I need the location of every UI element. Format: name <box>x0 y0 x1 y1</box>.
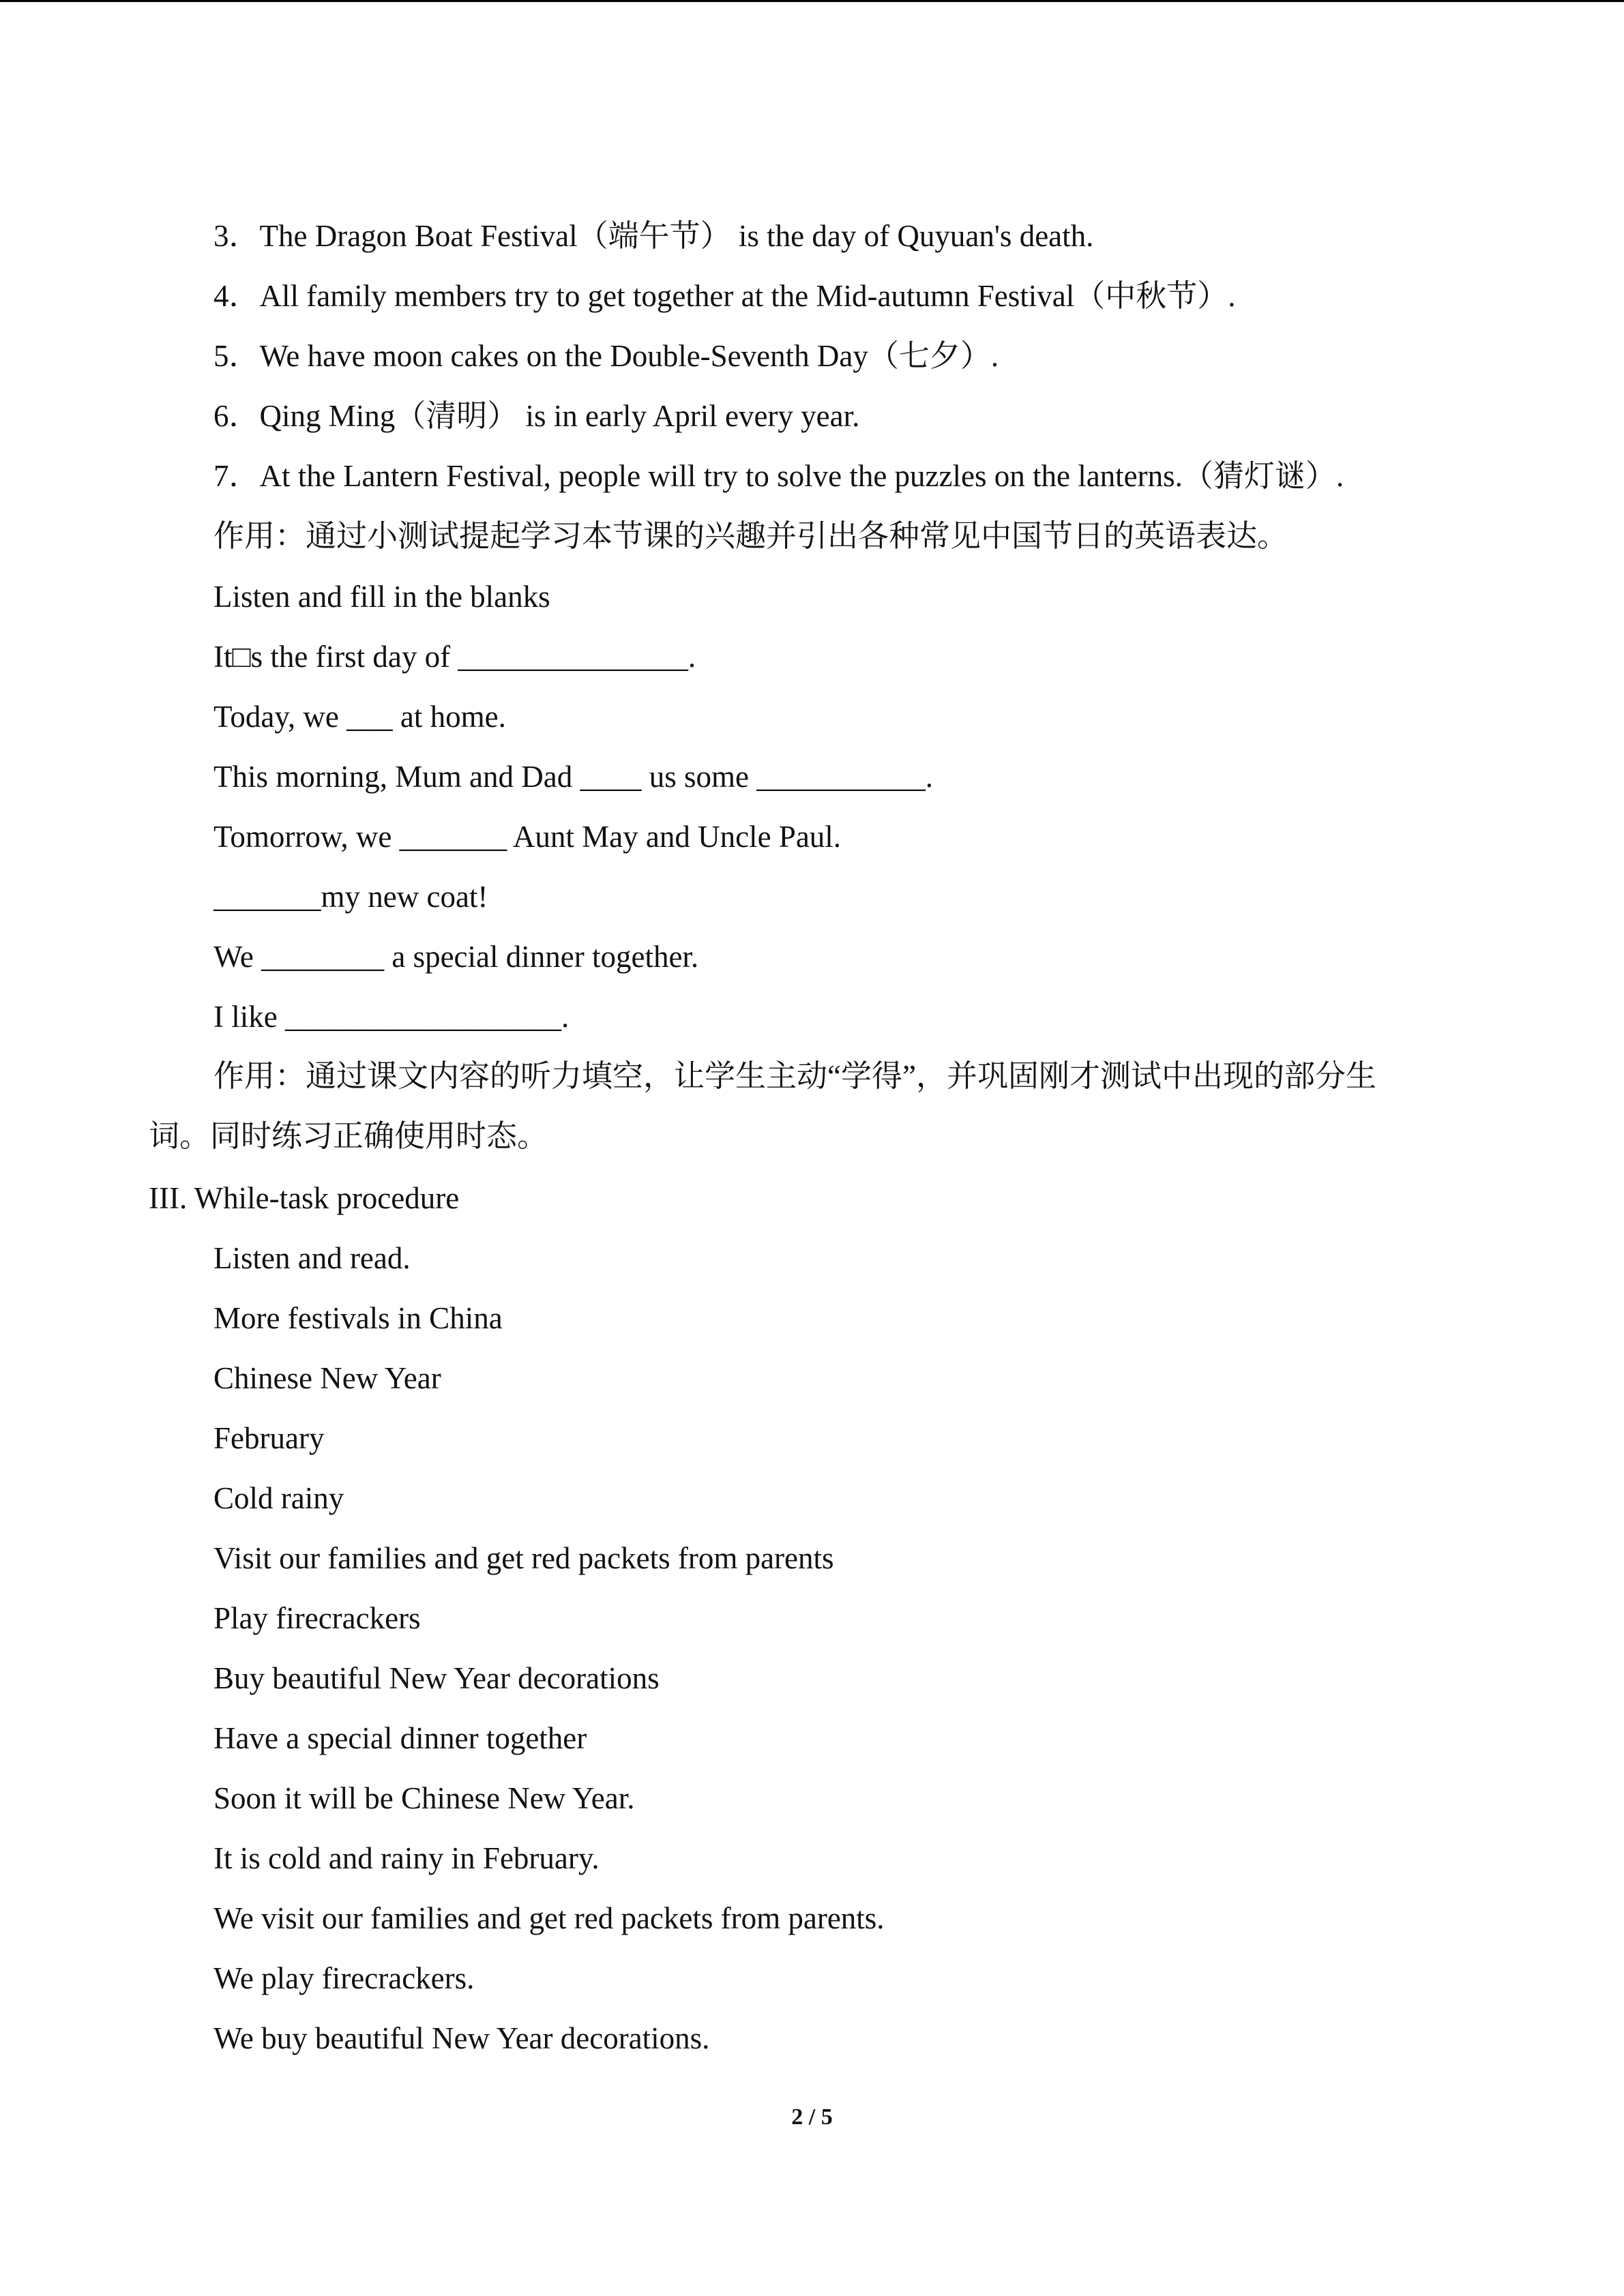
page-number: 2 / 5 <box>791 2104 833 2130</box>
activity-1: Visit our families and get red packets from parents <box>213 1541 834 1575</box>
blank-sentence-3: This morning, Mum and Dad ____ us some ___________. <box>213 760 933 794</box>
quiz-item-6: 6．Qing Ming（清明） is in early April every year. <box>213 399 860 433</box>
purpose-note-2: 作用：通过课文内容的听力填空，让学生主动“学得”，并巩固刚才测试中出现的部分生 <box>213 1059 1376 1093</box>
quiz-item-4: 4．All family members try to get together at the Mid-autumn Festival（中秋节）. <box>213 279 1236 313</box>
listening-heading: Listen and fill in the blanks <box>213 580 550 614</box>
purpose-note-1: 作用：通过小测试提起学习本节课的兴趣并引出各种常见中国节日的英语表达。 <box>213 519 1288 553</box>
reading-sentence-4: We play firecrackers. <box>213 1961 475 1995</box>
activity-4: Have a special dinner together <box>213 1721 587 1755</box>
quiz-item-3: 3．The Dragon Boat Festival（端午节） is the day of Quyuan's death. <box>213 219 1094 253</box>
blank-sentence-6: We ________ a special dinner together. <box>213 940 699 974</box>
blank-sentence-1: It□s the first day of _______________. <box>213 640 696 674</box>
instruction-listen-read: Listen and read. <box>213 1241 411 1275</box>
activity-2: Play firecrackers <box>213 1601 421 1635</box>
blank-sentence-4: Tomorrow, we _______ Aunt May and Uncle Paul. <box>213 820 842 854</box>
reading-sentence-5: We buy beautiful New Year decorations. <box>213 2021 710 2055</box>
festival-month: February <box>213 1421 325 1455</box>
purpose-note-2-continued: 词。同时练习正确使用时态。 <box>149 1119 548 1153</box>
blank-sentence-2: Today, we ___ at home. <box>213 700 506 734</box>
quiz-item-5: 5．We have moon cakes on the Double-Seventh Day（七夕）. <box>213 339 999 373</box>
reading-sentence-1: Soon it will be Chinese New Year. <box>213 1781 635 1815</box>
quiz-item-7: 7．At the Lantern Festival, people will try to solve the puzzles on the lanterns.（猜灯谜）. <box>213 459 1344 493</box>
lesson-title: More festivals in China <box>213 1301 503 1335</box>
festival-name: Chinese New Year <box>213 1361 441 1395</box>
festival-weather: Cold rainy <box>213 1481 344 1515</box>
section-heading-while-task: III. While-task procedure <box>149 1181 460 1215</box>
reading-sentence-3: We visit our families and get red packets from parents. <box>213 1901 885 1935</box>
blank-sentence-5: _______my new coat! <box>213 880 488 914</box>
blank-sentence-7: I like __________________. <box>213 1000 570 1034</box>
activity-3: Buy beautiful New Year decorations <box>213 1661 660 1695</box>
reading-sentence-2: It is cold and rainy in February. <box>213 1841 600 1875</box>
